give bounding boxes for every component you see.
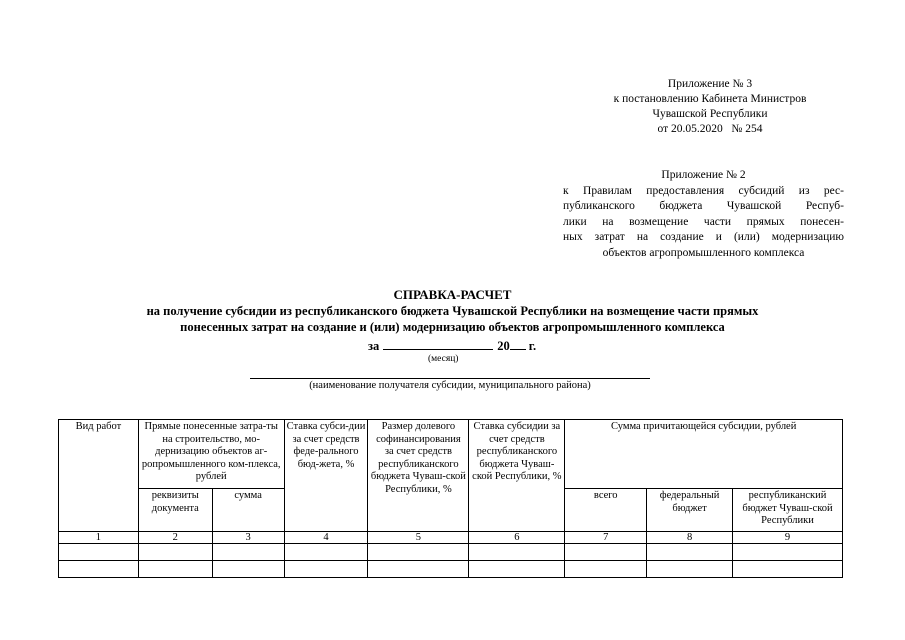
calculation-table: [58, 419, 843, 578]
document-title: СПРАВКА-РАСЧЕТ: [393, 287, 512, 302]
header-federal-budget: федеральный бюджет: [647, 489, 733, 532]
table-cell: [212, 544, 284, 561]
column-number: 7: [565, 532, 647, 544]
header-doc-details: реквизиты документа: [138, 489, 212, 532]
table-cell: [469, 544, 565, 561]
document-subtitle-line-1: на получение субсидии из республиканского бюджета Чувашской Республики на возмещение части прямых: [146, 304, 759, 318]
appendix-3-block: [555, 77, 865, 137]
table-cell: [59, 544, 139, 561]
header-subsidy-sum: Сумма причитающейся субсидии, рублей: [565, 420, 843, 489]
appendix-3-line-2: к постановлению Кабинета Министров: [613, 93, 807, 105]
table-cell: [733, 544, 843, 561]
year-blank: [510, 338, 526, 350]
table-cell: [212, 561, 284, 578]
appendix-2-line-2: к Правилам предоставления субсидий из рес-: [563, 184, 844, 197]
appendix-3-line-3: Чувашской Республики: [652, 108, 768, 120]
header-total: всего: [565, 489, 647, 532]
column-number: 5: [368, 532, 469, 544]
table-cell: [647, 544, 733, 561]
recipient-name-line: [250, 378, 650, 379]
header-amount: сумма: [212, 489, 284, 532]
column-number: 4: [284, 532, 368, 544]
header-work-type: Вид работ: [59, 420, 139, 532]
header-cofinancing: Размер долевого софинансирования за счет средств республиканского бюджета Чуваш-ской Республики, %: [368, 420, 469, 532]
month-hint: (месяц): [428, 354, 459, 364]
column-number: 9: [733, 532, 843, 544]
header-direct-costs: Прямые понесенные затра-ты на строительство, мо-дернизацию объектов аг-ропромышленного ком-плекса, рублей: [138, 420, 284, 489]
column-number: 1: [59, 532, 139, 544]
period-suffix: г.: [528, 339, 537, 353]
document-title-block: [60, 287, 845, 335]
appendix-2-line-4: лики на возмещение части прямых понесен-: [563, 215, 844, 228]
column-number: 2: [138, 532, 212, 544]
period-year: 20: [497, 339, 510, 353]
table-cell: [469, 561, 565, 578]
table-row: [59, 544, 843, 561]
column-number: 3: [212, 532, 284, 544]
table-cell: [138, 561, 212, 578]
table-cell: [284, 561, 368, 578]
appendix-2-line-5: ных затрат на создание и (или) модернизацию: [563, 231, 844, 243]
appendix-2-line-3: публиканского бюджета Чувашской Респуб-: [563, 200, 844, 212]
appendix-2-line-6: объектов агропромышленного комплекса: [602, 246, 805, 259]
header-republic-budget: республиканский бюджет Чуваш-ской Республики: [733, 489, 843, 532]
column-number: 6: [469, 532, 565, 544]
appendix-2-block: [563, 168, 844, 261]
column-number-row: [59, 532, 843, 544]
table-cell: [368, 561, 469, 578]
period-line: [368, 338, 536, 354]
table-cell: [138, 544, 212, 561]
table-header-row-1: [59, 420, 843, 489]
table-cell: [368, 544, 469, 561]
table-cell: [647, 561, 733, 578]
table-cell: [284, 544, 368, 561]
table-cell: [565, 561, 647, 578]
table-cell: [733, 561, 843, 578]
header-federal-rate: Ставка субси-дии за счет средств феде-рального бюд-жета, %: [284, 420, 368, 532]
header-republic-rate: Ставка субсидии за счет средств республиканского бюджета Чуваш-ской Республики, %: [469, 420, 565, 532]
table-row: [59, 561, 843, 578]
document-subtitle-line-2: понесенных затрат на создание и (или) модернизацию объектов агропромышленного комплекса: [180, 320, 725, 334]
appendix-3-line-1: Приложение № 3: [667, 78, 753, 90]
table-cell: [565, 544, 647, 561]
recipient-hint: (наименование получателя субсидии, муниципального района): [309, 380, 591, 391]
appendix-3-line-4: от 20.05.2020 № 254: [657, 123, 763, 135]
period-prefix: за: [368, 339, 380, 353]
table-cell: [59, 561, 139, 578]
appendix-2-line-1: Приложение № 2: [661, 169, 746, 181]
column-number: 8: [647, 532, 733, 544]
month-blank: [383, 338, 493, 350]
